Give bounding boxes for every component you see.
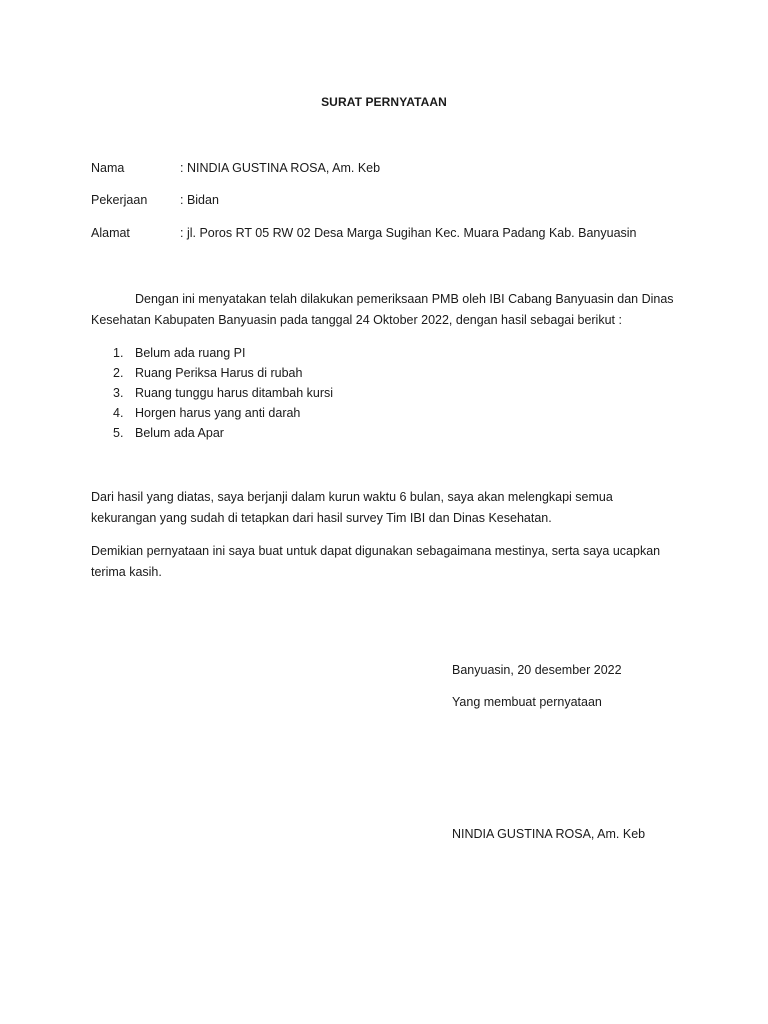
findings-list (91, 343, 333, 443)
list-item-number: 5. (113, 426, 124, 440)
list-item-number: 2. (113, 366, 124, 380)
list-item-text: Belum ada Apar (135, 426, 224, 440)
list-item (91, 383, 333, 403)
list-item-number: 1. (113, 346, 124, 360)
list-item-number: 3. (113, 386, 124, 400)
field-value: : Bidan (180, 193, 219, 207)
signature-role: Yang membuat pernyataan (452, 695, 602, 709)
commitment-paragraph: Dari hasil yang diatas, saya berjanji dalam kurun waktu 6 bulan, saya akan melengkapi semua kekurangan yang sudah di tetapkan dari hasil survey Tim IBI dan Dinas Kesehatan. (91, 490, 613, 525)
list-item (91, 403, 333, 423)
intro-paragraph (91, 289, 681, 331)
field-label: Nama (91, 161, 125, 175)
closing-paragraph: Demikian pernyataan ini saya buat untuk dapat digunakan sebagaimana mestinya, serta saya ucapkan terima kasih. (91, 544, 661, 579)
list-item (91, 343, 333, 363)
list-item-number: 4. (113, 406, 124, 420)
list-item-text: Belum ada ruang PI (135, 346, 246, 360)
list-item-text: Horgen harus yang anti darah (135, 406, 301, 420)
signature-name: NINDIA GUSTINA ROSA, Am. Keb (452, 827, 646, 841)
document-title: SURAT PERNYATAAN (321, 95, 447, 109)
intro-text: Dengan ini menyatakan telah dilakukan pemeriksaan PMB oleh IBI Cabang Banyuasin dan Dinas Kesehatan Kabupaten Banyuasin pada tanggal 24 Oktober 2022, dengan hasil sebagai berikut : (91, 292, 674, 327)
field-value: : NINDIA GUSTINA ROSA, Am. Keb (180, 161, 381, 175)
list-item-text: Ruang Periksa Harus di rubah (135, 366, 303, 380)
field-row-nama (91, 159, 380, 177)
signature-place-date: Banyuasin, 20 desember 2022 (452, 663, 622, 677)
field-row-pekerjaan (91, 191, 219, 209)
list-item (91, 423, 333, 443)
list-item-text: Ruang tunggu harus ditambah kursi (135, 386, 334, 400)
field-row-alamat (91, 224, 637, 242)
field-label: Pekerjaan (91, 193, 148, 207)
field-value: : jl. Poros RT 05 RW 02 Desa Marga Sugihan Kec. Muara Padang Kab. Banyuasin (180, 226, 637, 240)
list-item (91, 363, 333, 383)
field-label: Alamat (91, 226, 130, 240)
